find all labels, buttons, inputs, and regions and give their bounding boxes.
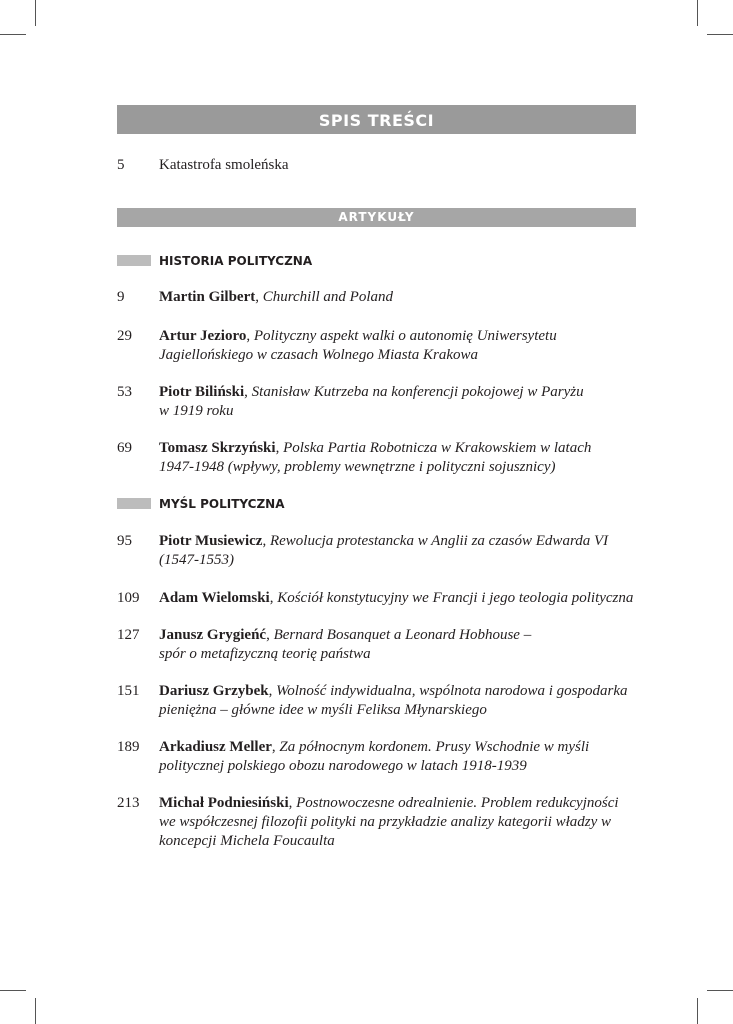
crop-mark: [707, 990, 733, 991]
entry-page: 109: [117, 590, 140, 606]
entry-page: 151: [117, 683, 140, 699]
entry-author: Adam Wielomski: [159, 590, 270, 606]
entry-title: Bernard Bosanquet a Leonard Hobhouse – spór o metafizyczną teorię państwa: [159, 627, 532, 662]
entry-page: 95: [117, 533, 132, 549]
entry-author: Dariusz Grzybek: [159, 683, 269, 699]
entry-title: Stanisław Kutrzeba na konferencji pokojowej w Paryżu w 1919 roku: [159, 384, 584, 419]
entry-page: 127: [117, 627, 140, 643]
entry-author: Martin Gilbert: [159, 289, 256, 305]
entry-page: 69: [117, 440, 132, 456]
intro-title: Katastrofa smoleńska: [159, 157, 289, 173]
entry-author: Tomasz Skrzyński: [159, 440, 276, 456]
entry-title: Kościół konstytucyjny we Francji i jego teologia polityczna: [277, 590, 634, 606]
entry-author: Michał Podniesiński: [159, 795, 289, 811]
section-marker: [117, 255, 151, 266]
section-label: MYŚL POLITYCZNA: [159, 497, 285, 511]
crop-mark: [0, 34, 26, 35]
entry-title: Wolność indywidualna, wspólnota narodowa i gospodarka pieniężna – główne idee w myśli Feliksa Młynarskiego: [159, 683, 628, 718]
entry-author: Piotr Musiewicz: [159, 533, 263, 549]
entry-title: Rewolucja protestancka w Anglii za czasów Edwarda VI (1547-1553): [159, 533, 609, 568]
entry-author: Arkadiusz Meller: [159, 739, 272, 755]
intro-page-number: 5: [117, 157, 125, 173]
section-marker: [117, 498, 151, 509]
entry-page: 53: [117, 384, 132, 400]
crop-mark: [35, 998, 36, 1024]
entry-author: Artur Jezioro: [159, 328, 247, 344]
page-title: SPIS TREŚCI: [117, 105, 636, 134]
crop-mark: [697, 998, 698, 1024]
entry-page: 29: [117, 328, 132, 344]
entry-author: Janusz Grygieńć: [159, 627, 267, 643]
articles-banner: ARTYKUŁY: [117, 208, 636, 227]
crop-mark: [697, 0, 698, 26]
entry-title: Churchill and Poland: [262, 289, 394, 305]
crop-mark: [0, 990, 26, 991]
entry-title: Postnowoczesne odrealnienie. Problem redukcyjności we współczesnej filozofii polityki na przykładzie analizy kategorii władzy w koncepcji Michela Foucaulta: [159, 795, 619, 849]
entry-title: Polska Partia Robotnicza w Krakowskiem w latach 1947-1948 (wpływy, problemy wewnętrzne i polityczni sojusznicy): [159, 440, 592, 475]
crop-mark: [707, 34, 733, 35]
entry-page: 213: [117, 795, 140, 811]
entry-title: Polityczny aspekt walki o autonomię Uniwersytetu Jagiellońskiego w czasach Wolnego Miasta Krakowa: [159, 328, 557, 363]
section-label: HISTORIA POLITYCZNA: [159, 254, 313, 268]
entry-title: Za północnym kordonem. Prusy Wschodnie w myśli politycznej polskiego obozu narodowego w latach 1918-1939: [159, 739, 590, 774]
entry-page: 9: [117, 289, 125, 305]
crop-mark: [35, 0, 36, 26]
entry-page: 189: [117, 739, 140, 755]
entry-author: Piotr Biliński: [159, 384, 245, 400]
